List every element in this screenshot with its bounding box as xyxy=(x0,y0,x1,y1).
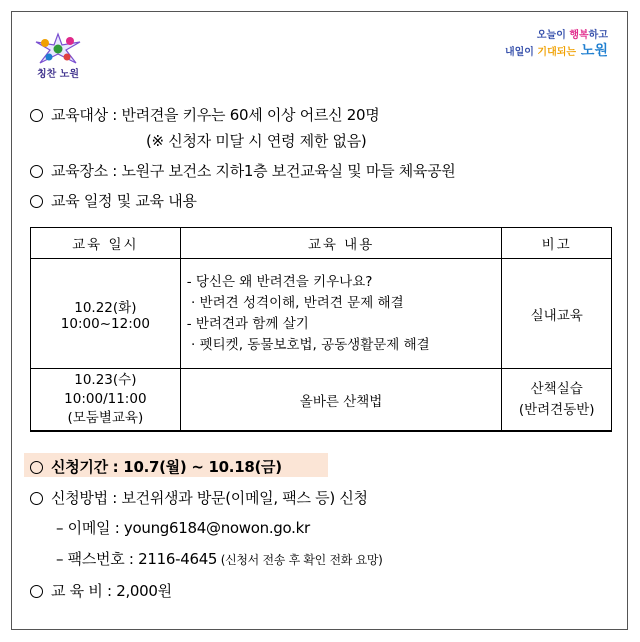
slogan-text: 내일이 xyxy=(504,46,538,58)
place-text: 교육장소 : 노원구 보건소 지하1층 보건교육실 및 마들 체육공원 xyxy=(51,162,456,180)
circle-bullet-icon xyxy=(30,461,43,474)
nowon-logo xyxy=(28,32,98,82)
content-cell xyxy=(180,259,502,369)
slogan-line-1 xyxy=(505,30,608,43)
time-text: 10:00~12:00 xyxy=(60,315,150,332)
date-cell xyxy=(31,369,181,432)
circle-bullet-icon xyxy=(30,109,43,122)
content-item: · 펫티켓, 동물보호법, 공동생활문제 해결 xyxy=(186,336,430,353)
note-sub-text: (반려견동반) xyxy=(518,401,595,418)
header-content: 교육 내용 xyxy=(180,228,502,259)
slogan xyxy=(505,30,608,60)
circle-bullet-icon xyxy=(30,492,43,505)
period-text: 신청기간 : 10.7(월) ~ 10.18(금) xyxy=(51,458,282,476)
fee-line xyxy=(30,580,172,601)
group-text: (모둠별교육) xyxy=(67,410,144,426)
note-text: 실내교육 xyxy=(530,307,583,324)
header-note: 비고 xyxy=(502,228,612,259)
fee-text: 교 육 비 : 2,000원 xyxy=(51,582,172,600)
target-line xyxy=(30,104,379,125)
time-text: 10:00/11:00 xyxy=(64,391,147,407)
date-text: 10.23(수) xyxy=(74,372,137,388)
schedule-title: 교육 일정 및 교육 내용 xyxy=(51,192,197,210)
email-line: – 이메일 : young6184@nowon.go.kr xyxy=(56,519,310,537)
content-item: 올바른 산책법 xyxy=(299,393,383,410)
slogan-highlight: 행복 xyxy=(569,30,589,41)
slogan-nowon: 노원 xyxy=(576,42,608,59)
note-cell xyxy=(502,369,612,432)
content-item: - 반려견과 함께 살기 xyxy=(186,315,309,332)
circle-bullet-icon xyxy=(30,165,43,178)
content-cell xyxy=(180,369,502,432)
period-line xyxy=(30,456,282,477)
slogan-text: 오늘이 xyxy=(536,30,570,41)
date-text: 10.22(화) xyxy=(74,299,137,316)
date-cell xyxy=(31,259,181,369)
schedule-title-line xyxy=(30,190,197,211)
slogan-text: 하고 xyxy=(588,30,608,41)
fax-note: (신청서 전송 후 확인 전화 요망) xyxy=(217,553,383,567)
fax-line xyxy=(56,548,383,569)
table-row xyxy=(31,369,612,432)
slogan-highlight: 기대되는 xyxy=(537,46,577,58)
star-logo-icon xyxy=(32,32,84,66)
table-row xyxy=(31,259,612,369)
logo-caption: 칭찬 노원 xyxy=(36,69,80,80)
method-text: 신청방법 : 보건위생과 방문(이메일, 팩스 등) 신청 xyxy=(51,489,368,507)
content-item: - 당신은 왜 반려견을 키우나요? xyxy=(186,273,373,290)
note-text: 산책실습 xyxy=(530,380,583,397)
target-note: (※ 신청자 미달 시 연령 제한 없음) xyxy=(146,132,367,150)
fax-text: – 팩스번호 : 2116-4645 xyxy=(56,550,218,568)
slogan-line-2 xyxy=(505,43,608,61)
place-line xyxy=(30,160,456,181)
header-date: 교육 일시 xyxy=(31,228,181,259)
table-header-row xyxy=(31,228,612,259)
circle-bullet-icon xyxy=(30,195,43,208)
circle-bullet-icon xyxy=(30,585,43,598)
method-line xyxy=(30,487,368,508)
schedule-table xyxy=(30,227,612,432)
content-item: · 반려견 성격이해, 반려견 문제 해결 xyxy=(186,294,404,311)
note-cell xyxy=(502,259,612,369)
target-text: 교육대상 : 반려견을 키우는 60세 이상 어르신 20명 xyxy=(51,106,380,124)
